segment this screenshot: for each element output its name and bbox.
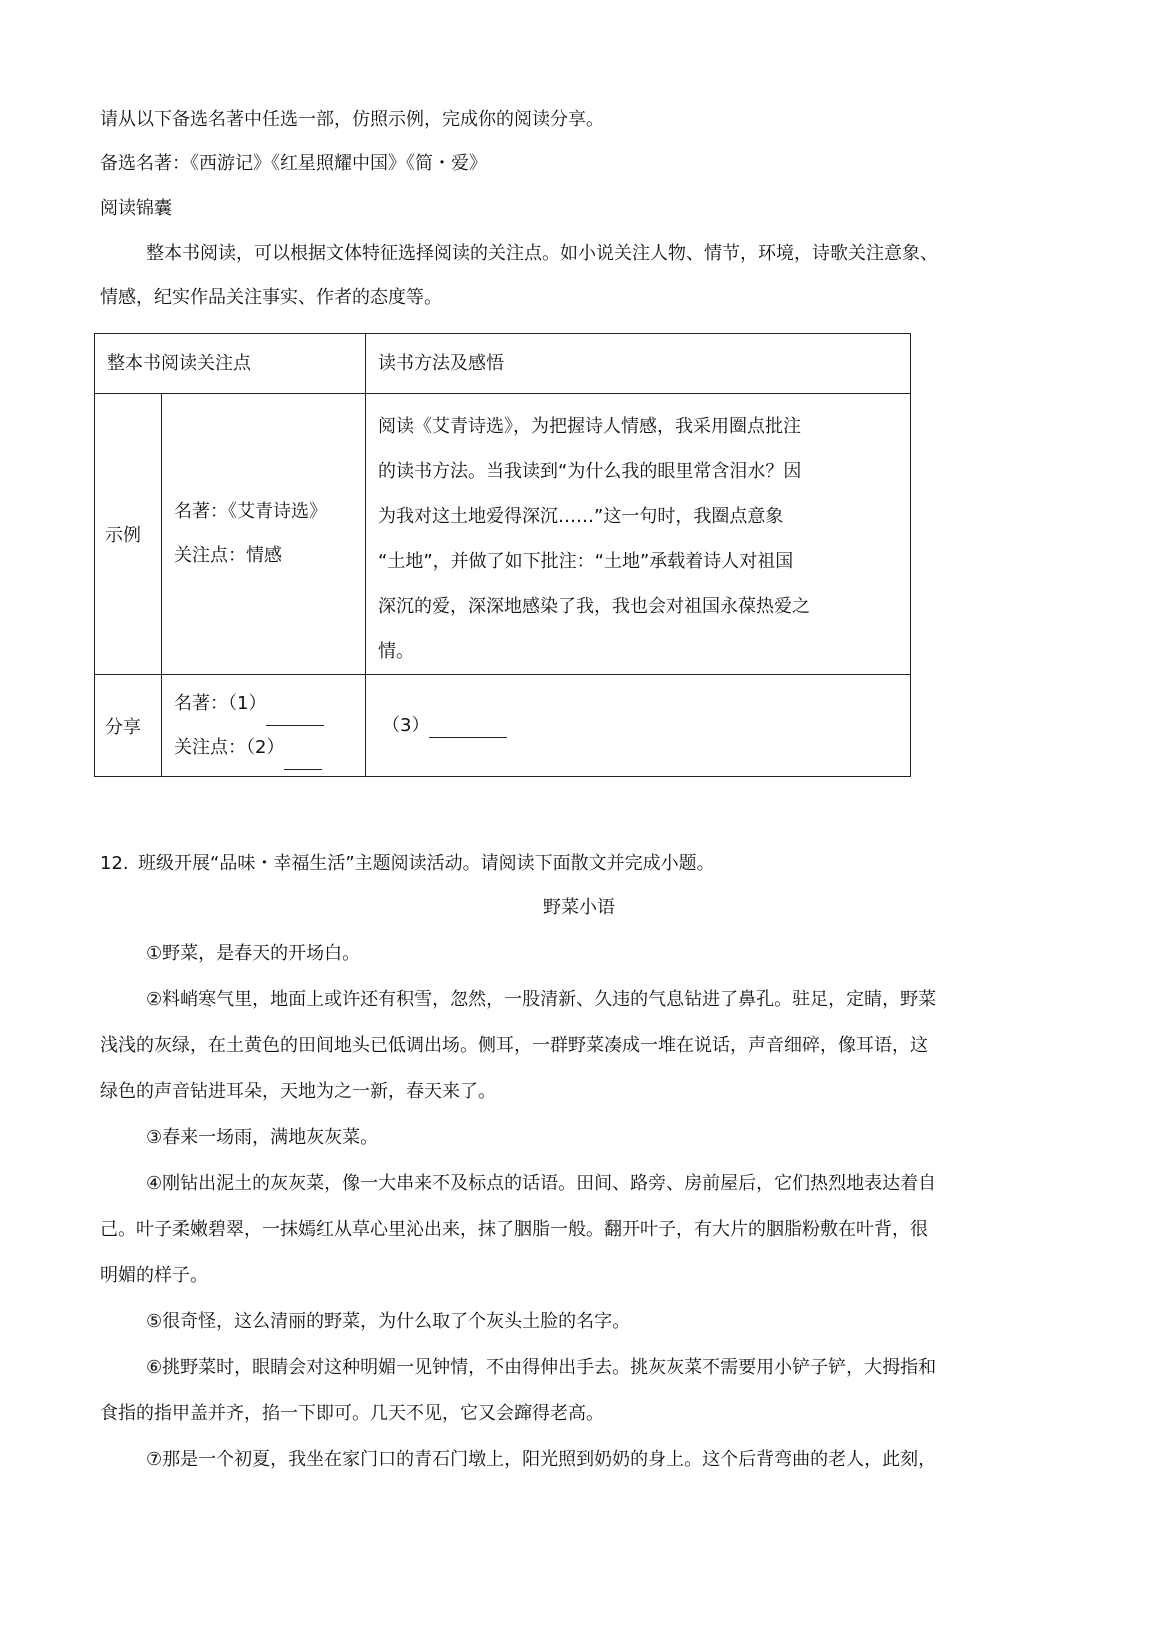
share-method-label: （3） xyxy=(382,714,430,736)
example-method-text xyxy=(366,394,910,674)
example-line: 深沉的爱，深深地感染了我，我也会对祖国永葆热爱之 xyxy=(378,596,810,617)
tips-paragraph-line-1: 整本书阅读，可以根据文体特征选择阅读的关注点。如小说关注人物、情节，环境，诗歌关注意象、 xyxy=(146,243,938,264)
example-book-cell xyxy=(162,394,366,675)
essay-line: 浅浅的灰绿，在土黄色的田间地头已低调出场。侧耳，一群野菜凑成一堆在说话，声音细碎，像耳语，这 xyxy=(100,1035,928,1056)
reading-share-table xyxy=(94,333,911,777)
share-book-label: 名著：（1） xyxy=(174,692,267,714)
essay-line: ⑤很奇怪，这么清丽的野菜，为什么取了个灰头土脸的名字。 xyxy=(146,1311,631,1332)
tips-paragraph-line-2: 情感，纪实作品关注事实、作者的态度等。 xyxy=(100,287,442,308)
candidate-books: 备选名著：《西游记》《红星照耀中国》《简・爱》 xyxy=(100,153,487,174)
example-line: 的读书方法。当我读到“为什么我的眼里常含泪水？因 xyxy=(378,461,802,482)
example-line: 为我对这土地爱得深沉……”这一句时，我圈点意象 xyxy=(378,506,784,527)
tips-heading: 阅读锦囊 xyxy=(100,198,172,219)
essay-line: ⑥挑野菜时，眼睛会对这种明媚一见钟情，不由得伸出手去。挑灰灰菜不需要用小铲子铲，大拇指和 xyxy=(146,1357,937,1378)
essay-line: ③春来一场雨，满地灰灰菜。 xyxy=(146,1127,379,1148)
example-method-cell xyxy=(366,394,911,675)
example-book: 名著：《艾青诗选》 xyxy=(174,501,327,522)
essay-line: ①野菜，是春天的开场白。 xyxy=(146,943,361,964)
header-focus-cell: 整本书阅读关注点 xyxy=(95,334,366,394)
essay-title: 野菜小语 xyxy=(543,897,615,918)
essay-line: 食指的指甲盖并齐，掐一下即可。几天不见，它又会蹿得老高。 xyxy=(100,1403,604,1424)
example-focus: 关注点：情感 xyxy=(174,545,282,566)
essay-line: ④刚钻出泥土的灰灰菜，像一大串来不及标点的话语。田间、路旁、房前屋后，它们热烈地表达着自 xyxy=(146,1173,937,1194)
header-method-cell: 读书方法及感悟 xyxy=(366,334,911,394)
example-line: “土地”，并做了如下批注：“土地”承载着诗人对祖国 xyxy=(378,551,794,572)
essay-line: ②料峭寒气里，地面上或许还有积雪，忽然，一股清新、久违的气息钻进了鼻孔。驻足，定睛，野菜 xyxy=(146,989,937,1010)
share-method-cell xyxy=(366,675,911,777)
share-label-cell: 分享 xyxy=(95,675,162,777)
share-focus-label: 关注点：（2） xyxy=(174,736,285,758)
table-header-row xyxy=(95,334,911,394)
example-label-cell: 示例 xyxy=(95,394,162,675)
example-row xyxy=(95,394,911,675)
share-row xyxy=(95,675,911,777)
essay-line: 明媚的样子。 xyxy=(100,1265,208,1286)
essay-line: 己。叶子柔嫩碧翠，一抹嫣红从草心里沁出来，抹了胭脂一般。翻开叶子，有大片的胭脂粉敷在叶背，很 xyxy=(100,1219,928,1240)
answer-blank-2[interactable] xyxy=(284,751,322,770)
essay-line: ⑦那是一个初夏，我坐在家门口的青石门墩上，阳光照到奶奶的身上。这个后背弯曲的老人，此刻， xyxy=(146,1449,937,1470)
question-12-prompt: 12. 班级开展“品味・幸福生活”主题阅读活动。请阅读下面散文并完成小题。 xyxy=(100,853,715,874)
answer-blank-1[interactable] xyxy=(266,707,324,726)
share-book-cell xyxy=(162,675,366,777)
example-line: 阅读《艾青诗选》，为把握诗人情感，我采用圈点批注 xyxy=(378,416,801,437)
answer-blank-3[interactable] xyxy=(429,719,507,738)
example-line: 情。 xyxy=(378,641,414,662)
intro-instruction: 请从以下备选名著中任选一部，仿照示例，完成你的阅读分享。 xyxy=(100,109,604,130)
question-number: 12. xyxy=(100,853,129,874)
essay-line: 绿色的声音钻进耳朵，天地为之一新，春天来了。 xyxy=(100,1081,496,1102)
